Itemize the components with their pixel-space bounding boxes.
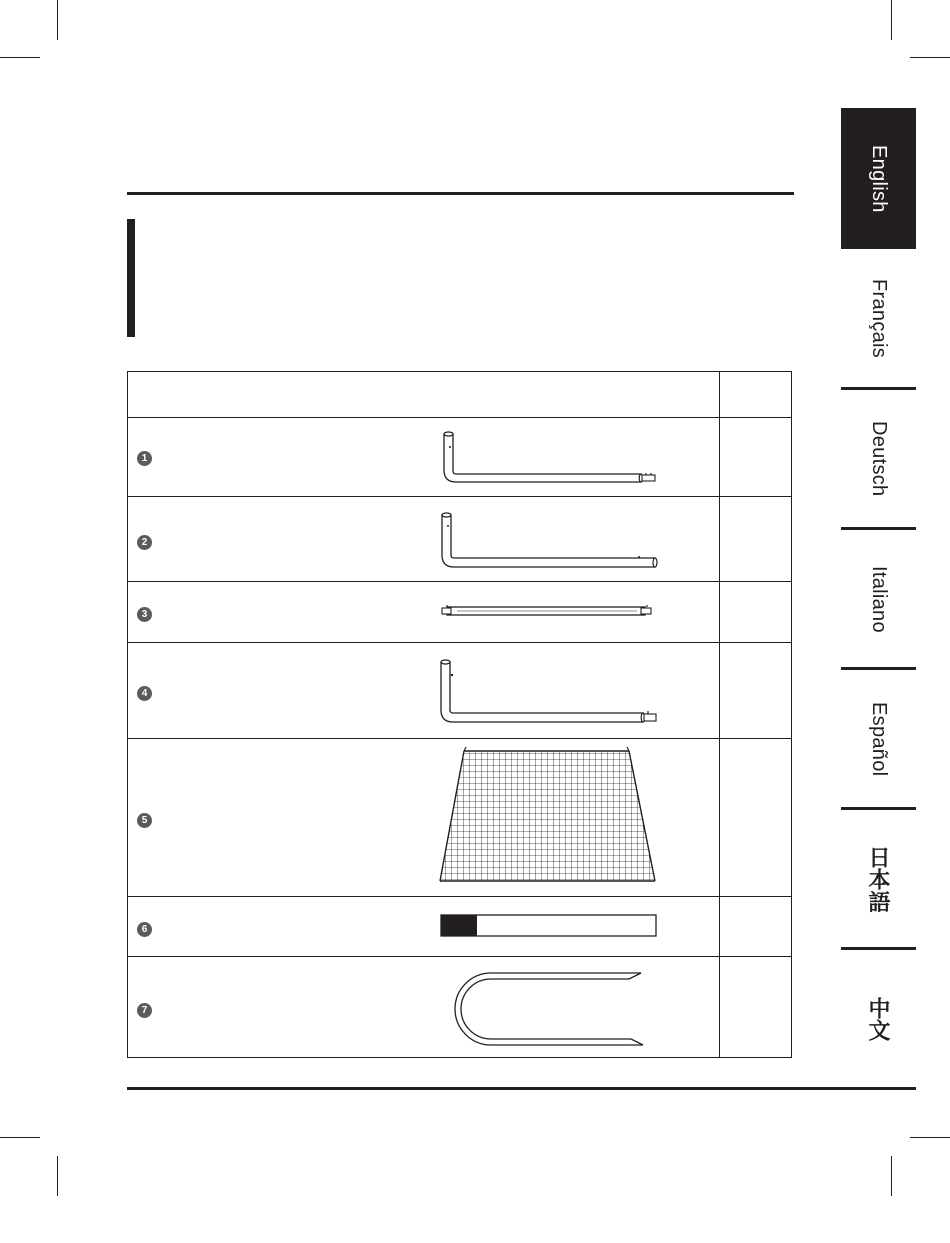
- table-header: [128, 372, 791, 417]
- table-row: [128, 956, 791, 1057]
- net-icon: [433, 747, 673, 887]
- language-tab-label: Deutsch: [868, 421, 890, 497]
- language-tab-english[interactable]: [841, 108, 916, 249]
- crop-mark: [910, 57, 950, 58]
- part-number-badge: 2: [137, 535, 152, 550]
- parts-table: [127, 371, 792, 1058]
- part-number-badge: 6: [137, 922, 152, 937]
- table-row: [128, 581, 791, 642]
- crop-mark: [57, 0, 58, 40]
- ground-stake-icon: [433, 967, 673, 1051]
- part-number-badge: 5: [137, 813, 152, 828]
- language-tab-label: 中文: [866, 996, 891, 1042]
- part-number-badge: 4: [137, 686, 152, 701]
- crop-mark: [891, 0, 892, 40]
- l-pole-icon: [433, 426, 673, 488]
- part-number-badge: 1: [137, 451, 152, 466]
- footer-rule: [127, 1087, 916, 1090]
- language-tab-label: Français: [868, 279, 890, 359]
- part-number-badge: 3: [137, 607, 152, 622]
- language-tab-italiano[interactable]: [841, 530, 916, 668]
- l-pole-icon: [433, 655, 673, 729]
- language-tab-label: English: [868, 144, 890, 213]
- l-pole-icon: [433, 507, 673, 573]
- section-marker-bar: [127, 219, 135, 337]
- language-tab-label: Español: [868, 701, 890, 777]
- table-row: [128, 738, 791, 896]
- table-row: [128, 896, 791, 956]
- language-tab-deutsch[interactable]: [841, 390, 916, 528]
- crop-mark: [57, 1156, 58, 1196]
- header-rule: [127, 192, 794, 195]
- part-number-badge: 7: [137, 1003, 152, 1018]
- crop-mark: [0, 57, 40, 58]
- strap-icon: [433, 913, 673, 939]
- table-row: [128, 417, 791, 496]
- table-row: [128, 496, 791, 581]
- crop-mark: [0, 1137, 40, 1138]
- crop-mark: [910, 1137, 950, 1138]
- language-tab-chinese[interactable]: [841, 950, 916, 1088]
- language-tab-label: Italiano: [868, 565, 890, 633]
- language-tab-label: 日本語: [866, 845, 891, 913]
- language-tab-francais[interactable]: [841, 250, 916, 388]
- crop-mark: [891, 1156, 892, 1196]
- language-tab-japanese[interactable]: [841, 810, 916, 948]
- crossbar-icon: [433, 598, 673, 622]
- language-tab-espanol[interactable]: [841, 670, 916, 808]
- table-row: [128, 642, 791, 738]
